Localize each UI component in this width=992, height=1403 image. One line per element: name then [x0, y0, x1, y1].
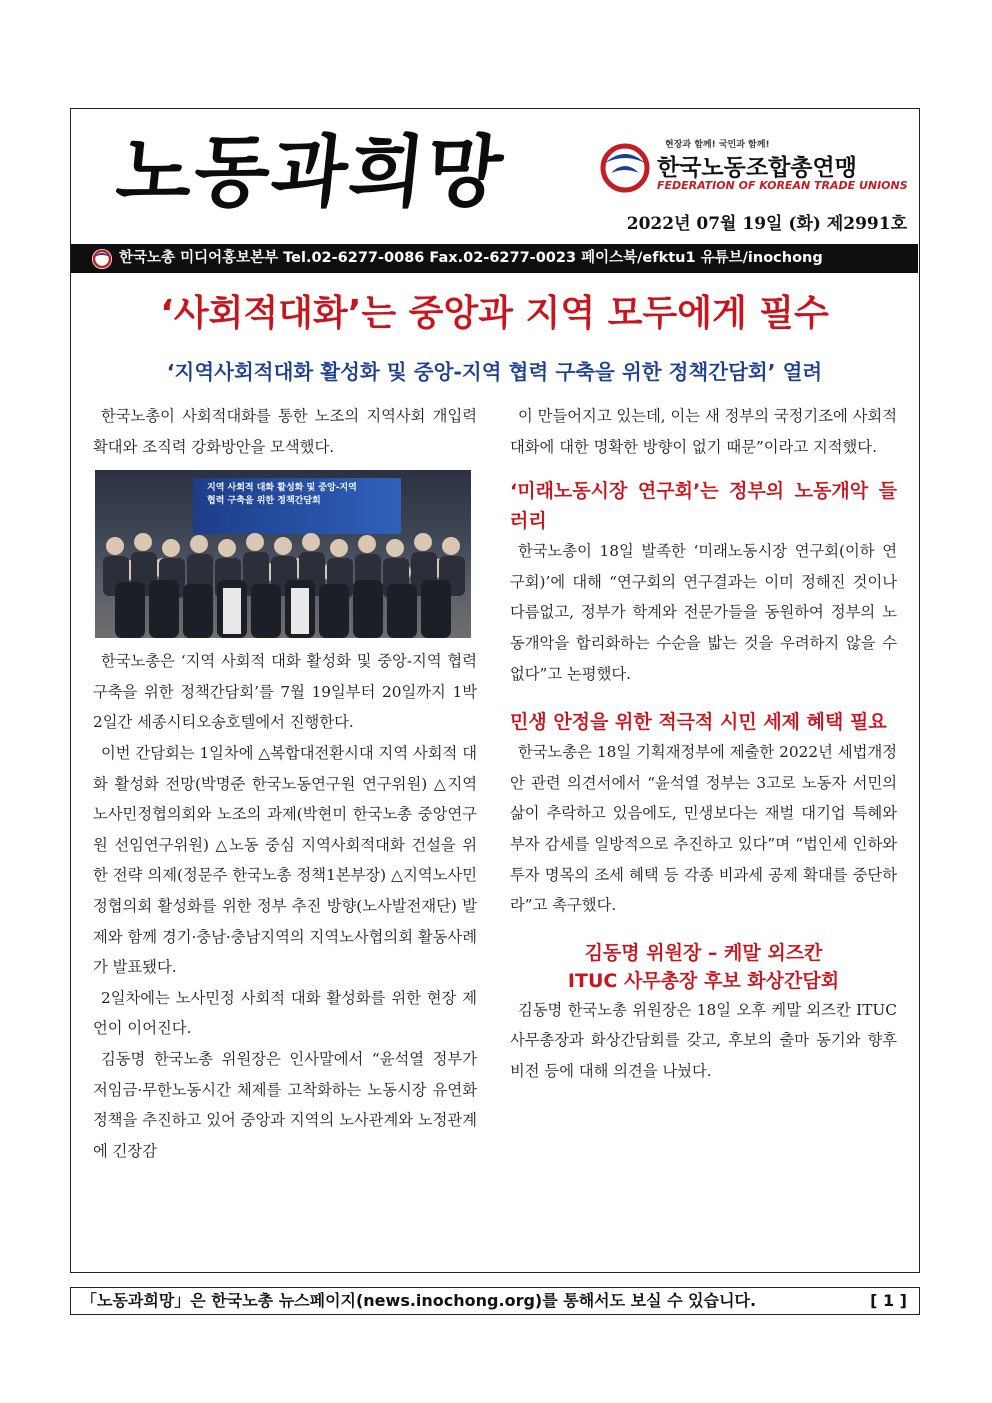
section-title-line: 김동명 위원장 – 케말 외즈칸 — [584, 941, 823, 964]
subheadline: ‘지역사회적대화 활성화 및 중앙-지역 협력 구축을 위한 정책간담회’ 열려 — [166, 360, 823, 384]
org-name-english: FEDERATION OF KOREAN TRADE UNIONS — [657, 179, 908, 192]
paragraph: 이 만들어지고 있는데, 이는 새 정부의 국정기조에 사회적 대화에 대한 명확한 방향이 없기 때문”이라고 지적했다. — [510, 407, 897, 456]
page-number: [ 1 ] — [870, 1291, 907, 1310]
org-slogan: 현장과 함께! 국민과 함께! — [665, 140, 770, 150]
paragraph: 한국노총은 18일 기획재정부에 제출한 2022년 세법개정안 관련 의견서에서 “윤석열 정부는 3고로 노동자 서민의 삶이 추락하고 있음에도, 민생보다는 재벌 대기업 특혜와 부자 감세를 일방적으로 추진하고 있다”며 “법인세 인하와 투자 명목의 조세 혜택 등 각종 비과세 공제 확대를 중단하라”고 촉구했다. — [510, 743, 897, 915]
right-column — [510, 401, 897, 1087]
ftu-emblem-icon — [599, 143, 651, 193]
section-title — [510, 939, 897, 995]
section-title: 민생 안정을 위한 적극적 시민 세제 혜택 필요 — [510, 711, 887, 734]
event-photo — [95, 470, 471, 638]
masthead-title: 노동과희망 — [112, 127, 509, 218]
issue-date: 2022년 07월 19일 (화) 제2991호 — [626, 214, 907, 234]
left-column — [93, 401, 477, 1166]
ftu-emblem-icon — [91, 248, 113, 270]
footer-text: 「노동과희망」은 한국노총 뉴스페이지(news.inochong.org)를 통해서도 보실 수 있습니다. — [81, 1291, 757, 1310]
photo-banner-text — [207, 482, 377, 508]
group-of-people-image — [95, 518, 471, 638]
section-title: ‘미래노동시장 연구회’는 정부의 노동개악 들러리 — [510, 480, 897, 533]
paragraph: 김동명 한국노총 위원장은 18일 오후 케말 외즈칸 ITUC 사무총장과 화상간담회를 갖고, 후보의 출마 동기와 향후 비전 등에 대해 의견을 나눴다. — [510, 1000, 897, 1080]
org-name: 한국노동조합총연맹 — [657, 155, 857, 181]
newsletter-frame — [70, 108, 920, 1273]
paragraph: 김동명 한국노총 위원장은 인사말에서 “윤석열 정부가 저임금·무한노동시간 체제를 고착화하는 노동시장 유연화 정책을 추진하고 있어 중앙과 지역의 노사관계와 노정관계에 긴장감 — [93, 1049, 477, 1160]
footer-bar — [70, 1287, 920, 1315]
paragraph: 한국노총이 사회적대화를 통한 노조의 지역사회 개입력 확대와 조직력 강화방안을 모색했다. — [93, 407, 477, 456]
photo-banner-line: 지역 사회적 대화 활성화 및 중앙-지역 — [207, 483, 357, 494]
org-logo — [599, 137, 909, 197]
paragraph: 이번 간담회는 1일차에 △복합대전환시대 지역 사회적 대화 활성화 전망(박명준 한국노동연구원 연구위원) △지역노사민정협의회와 노조의 과제(박현미 한국노총 중앙연구원 선임연구위원) △노동 중심 지역사회적대화 건설을 위한 전략 의제(정문주 한국노총 정책1본부장) △지역노사민정협의회 활성화를 위한 정부 추진 방향(노사발전재단) 발제와 함께 경기·충남·충남지역의 지역노사협의회 활동사례가 발표됐다. — [93, 743, 477, 977]
paragraph: 2일차에는 노사민정 사회적 대화 활성화를 위한 현장 제언이 이어진다. — [93, 988, 477, 1038]
contact-info: 한국노총 미디어홍보본부 Tel.02-6277-0086 Fax.02-6277-0023 페이스북/efktu1 유튜브/inochong — [119, 250, 823, 266]
paragraph: 한국노총은 ‘지역 사회적 대화 활성화 및 중앙-지역 협력 구축을 위한 정책간담회’를 7월 19일부터 20일까지 1박 2일간 세종시티오송호텔에서 진행한다. — [93, 652, 477, 732]
section-title-line: ITUC 사무총장 후보 화상간담회 — [567, 969, 840, 992]
headline: ‘사회적대화’는 중앙과 지역 모두에게 필수 — [160, 293, 829, 334]
photo-banner-line: 협력 구축을 위한 정책간담회 — [207, 496, 321, 507]
paragraph: 한국노총이 18일 발족한 ‘미래노동시장 연구회(이하 연구회)’에 대해 “연구회의 연구결과는 이미 정해진 것이나 다름없고, 정부가 학계와 전문가들을 동원하여 정부의 노동개악을 합리화하는 수순을 밟는 것을 우려하지 않을 수 없다”고 논평했다. — [510, 542, 897, 683]
contact-bar — [71, 244, 918, 273]
